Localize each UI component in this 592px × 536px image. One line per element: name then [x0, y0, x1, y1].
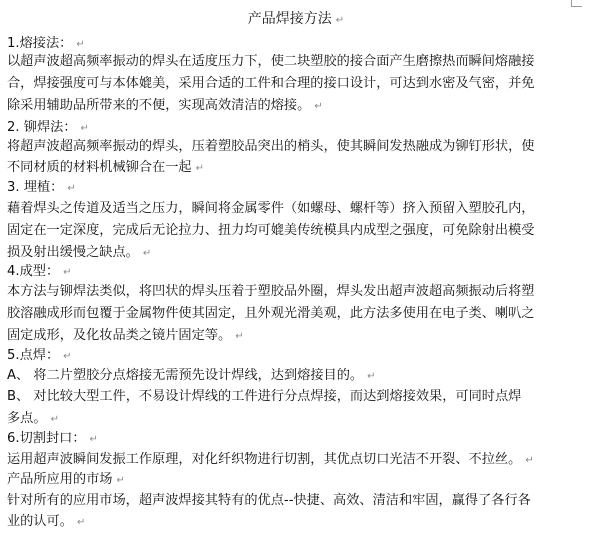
paragraph-mark-icon: ↵ [63, 267, 72, 278]
line-text: 6.切割封口： [7, 431, 86, 446]
paragraph-mark-icon: ↵ [76, 517, 86, 528]
text-line [7, 198, 535, 220]
line-text: 以超声波超高频率振动的焊头在适度压力下，使二块塑胶的接合面产生磨擦热而瞬间熔融接 [7, 54, 535, 69]
text-line [7, 345, 72, 367]
text-line [7, 511, 85, 533]
line-text: 3. 埋植： [7, 180, 64, 195]
text-line [7, 157, 204, 179]
paragraph-mark-icon: ↵ [142, 248, 152, 259]
document-title [0, 9, 592, 31]
paragraph-mark-icon: ↵ [525, 455, 534, 466]
paragraph-mark-icon: ↵ [314, 101, 323, 112]
text-line [7, 51, 535, 73]
paragraph-mark-icon: ↵ [235, 331, 244, 342]
line-text: 4.成型： [7, 264, 60, 279]
paragraph-mark-icon: ↵ [89, 434, 98, 445]
line-text: 固定在一定深度，完成后无论拉力、扭力均可媲美传统模具内成型之强度，可免除射出模受 [7, 223, 535, 238]
line-text: 本方法与铆焊法类似，将凹状的焊头压着于塑胶品外圈，焊头发出超声波超高频振动后将塑 [7, 284, 535, 299]
page-corner-mark [571, 0, 582, 7]
line-text: 损及射出缓慢之缺点。 [7, 245, 139, 260]
text-line [7, 408, 59, 430]
text-line [7, 490, 531, 512]
text-line [7, 449, 534, 471]
paragraph-mark-icon: ↵ [195, 163, 205, 174]
text-line [7, 469, 125, 491]
line-text: 业的认可。 [7, 514, 73, 529]
line-text: 2. 铆焊法： [7, 120, 77, 135]
document-title-text: 产品焊接方法 [247, 11, 332, 27]
line-text: B、 对比较大型工件，不易设计焊线的工件进行分点焊接，而达到熔接效果，可同时点焊 [7, 389, 522, 404]
line-text: 5.点焊： [7, 348, 60, 363]
line-text: 藉着焊头之传道及适当之压力，瞬间将金属零件（如螺母、螺杆等）挤入预留入塑胶孔内， [7, 201, 535, 216]
line-text: 将超声波超高频率振动的焊头，压着塑胶品突出的梢头，使其瞬间发热融成为铆钉形状，使 [7, 139, 535, 154]
text-line [7, 325, 244, 347]
line-text: 产品所应用的市场 [7, 472, 113, 487]
line-text: 固定成形，及化妆品类之镜片固定等。 [7, 328, 232, 343]
line-text: 胶溶融成形而包覆于金属物件使其固定，且外观光滑美观，此方法多使用在电子类、喇叭之 [7, 306, 535, 321]
text-line [7, 281, 535, 303]
paragraph-mark-icon: ↵ [116, 475, 125, 486]
paragraph-mark-icon: ↵ [63, 351, 72, 362]
line-text: 1.熔接法： [7, 36, 73, 51]
text-line [7, 95, 323, 117]
text-line [7, 73, 535, 95]
line-text: 针对所有的应用市场，超声波焊接其特有的优点--快捷、高效、清洁和牢固，赢得了各行各 [7, 493, 531, 508]
text-line [7, 220, 535, 242]
text-line [7, 386, 521, 408]
text-line [7, 136, 535, 158]
paragraph-mark-icon: ↵ [76, 39, 85, 50]
paragraph-mark-icon: ↵ [367, 371, 376, 382]
line-text: 运用超声波瞬间发振工作原理，对化纤织物进行切割，其优点切口光洁不开裂、不拉丝。 [7, 452, 522, 467]
paragraph-mark-icon: ↵ [80, 123, 89, 134]
text-line [7, 428, 98, 450]
paragraph-mark-icon: ↵ [67, 183, 76, 194]
text-line [7, 303, 535, 325]
line-text: 多点。 [7, 411, 47, 426]
line-text: 合，焊接强度可与本体媲美，采用合适的工件和合理的接口设计，可达到水密及气密，并免 [7, 76, 535, 91]
paragraph-mark-icon: ↵ [335, 15, 345, 26]
line-text: A、 将二片塑胶分点熔接无需预先设计焊线，达到熔接目的。 [7, 368, 364, 383]
line-text: 不同材质的材料机械铆合在一起 [7, 160, 192, 175]
paragraph-mark-icon: ↵ [50, 414, 59, 425]
text-line [7, 365, 375, 387]
line-text: 除采用辅助品所带来的不便，实现高效清洁的熔接。 [7, 98, 311, 113]
text-line [7, 261, 72, 283]
text-line [7, 177, 76, 199]
